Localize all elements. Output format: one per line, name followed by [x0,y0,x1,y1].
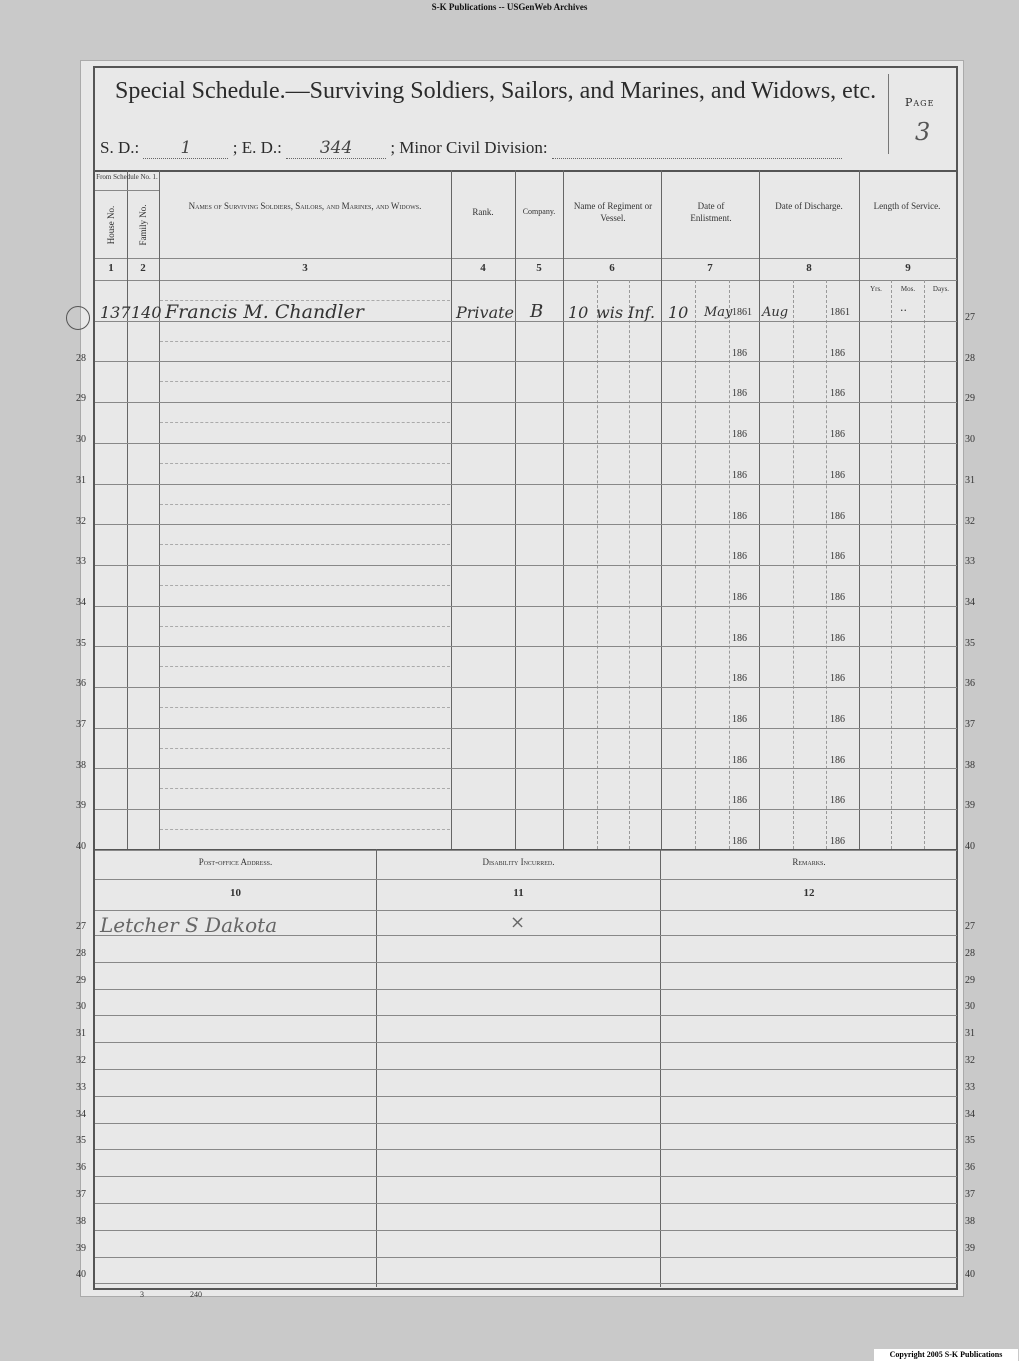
year-prefix: 186 [732,754,747,766]
district-line [100,138,842,159]
upper-row-rule [95,524,957,525]
lower-row-rule [95,962,957,963]
colnum-bottom-rule [95,280,957,281]
upper-row-number-left: 37 [76,719,86,730]
year-prefix: 186 [830,347,845,359]
lower-row-number-left: 38 [76,1215,86,1227]
colnum-6: 6 [609,262,615,274]
lower-row-number-right: 40 [965,1269,975,1281]
lower-row-rule [95,1283,957,1284]
lower-header-rule [95,879,957,880]
service-header: Length of Service. [873,201,941,211]
upper-row-number-left: 29 [76,393,86,405]
lower-row-rule [95,1123,957,1124]
entry-house-no: 137 [100,303,131,322]
lower-row-number-right: 35 [965,1135,975,1147]
year-prefix: 186 [732,347,747,359]
archive-header-note: S-K Publications -- USGenWeb Archives [431,2,588,12]
upper-row-number-right: 33 [965,556,975,568]
year-prefix: 186 [830,673,845,685]
name-sub-rule [160,788,450,789]
family-no-header: Family No. [138,204,148,246]
year-prefix: 186 [732,469,747,481]
year-prefix: 186 [830,795,845,807]
colnum-12: 12 [803,887,815,899]
upper-row-rule [95,402,957,403]
upper-row-number-left: 35 [76,637,86,649]
mcd-label: ; Minor Civil Division: [390,138,548,157]
header-bottom-rule [95,258,957,259]
lower-row-number-right: 31 [965,1028,975,1040]
lower-row-rule [95,1203,957,1204]
page-number: 3 [915,118,931,146]
entry-company: B [530,301,544,322]
year-prefix: 186 [830,429,845,441]
lower-row-number-left: 37 [76,1189,86,1200]
enlistment-header: Date of Enlistment. [690,201,732,223]
entry-regiment-number: 10 [568,303,589,322]
upper-row-rule [95,809,957,810]
year-prefix: 186 [732,591,747,603]
colnum-3: 3 [302,262,308,274]
year-prefix: 186 [732,673,747,685]
colnum-2: 2 [140,262,146,274]
discharge-header: Date of Discharge. [775,201,843,211]
upper-row-rule [95,606,957,607]
lower-row-number-right: 36 [965,1162,975,1174]
year-prefix: 186 [830,388,845,400]
lower-row-number-left: 29 [76,974,86,986]
lower-row-number-left: 36 [76,1162,86,1174]
name-sub-rule [160,504,450,505]
year-prefix: 186 [830,714,845,725]
year-prefix: 186 [732,510,747,522]
name-sub-rule [160,585,450,586]
upper-row-number-left: 38 [76,759,86,771]
page-label: Page [905,96,935,109]
upper-row-number-right: 32 [965,515,975,527]
lower-row-rule [95,989,957,990]
entry-address: Letcher S Dakota [100,913,278,937]
lower-row-number-right: 34 [965,1108,975,1120]
lower-row-rule [95,1096,957,1097]
upper-row-rule [95,361,957,362]
entry-discharge-year: 1861 [830,307,850,318]
year-prefix: 186 [732,795,747,807]
colnum-8: 8 [806,262,812,274]
upper-row-number-right: 38 [965,759,975,771]
lower-row-number-right: 37 [965,1189,975,1200]
colnum-7: 7 [707,262,713,274]
name-sub-rule [160,707,450,708]
lower-row-number-left: 34 [76,1108,86,1120]
upper-row-number-left: 34 [76,596,86,608]
lower-row-number-right: 27 [965,921,975,932]
entry-service-mos: ·· [900,304,907,317]
upper-row-number-left: 33 [76,556,86,568]
lower-row-number-left: 30 [76,1001,86,1013]
upper-row-number-left: 32 [76,515,86,527]
lower-row-number-right: 38 [965,1215,975,1227]
address-header: Post-office Address. [198,857,273,867]
entry-regiment-type: Inf. [628,303,656,322]
mos-header: Mos. [900,285,916,293]
name-sub-rule [160,381,450,382]
lower-row-rule [95,1176,957,1177]
sd-value: 1 [143,138,228,159]
upper-row-number-left: 39 [76,800,86,812]
col-divider [660,849,661,1287]
entry-rank: Private [456,303,515,322]
upper-row-number-right: 37 [965,719,975,730]
upper-row-number-right: 35 [965,637,975,649]
upper-row-number-left: 40 [76,841,86,853]
lower-row-rule [95,1042,957,1043]
upper-row-number-right: 40 [965,841,975,853]
entry-family-no: 140 [131,303,162,322]
colnum-4: 4 [480,262,486,274]
lower-row-number-right: 29 [965,974,975,986]
year-prefix: 186 [732,551,747,563]
lower-row-rule [95,1149,957,1150]
entry-regiment-state: wis [596,303,624,322]
colnum-1: 1 [108,262,114,274]
ed-value: 344 [286,138,386,159]
entry-enlist-year: 1861 [732,307,752,318]
year-prefix: 186 [830,836,845,848]
lower-row-number-left: 35 [76,1135,86,1147]
entry-enlist-day: 10 [668,303,689,322]
remarks-header: Remarks. [792,857,826,867]
from-schedule-header: From Schedule No. 1. [96,173,158,181]
lower-row-number-left: 33 [76,1081,86,1093]
entry-disability: × [510,912,526,933]
from-schedule-rule [95,190,159,191]
sd-label: S. D.: [100,138,140,157]
upper-row-number-left: 31 [76,474,86,486]
upper-row-number-left: 36 [76,678,86,690]
name-sub-rule [160,341,450,342]
lower-colnum-rule [95,910,957,911]
year-prefix: 186 [732,714,747,725]
lower-row-number-right: 39 [965,1242,975,1254]
upper-row-rule [95,646,957,647]
schedule-title: Special Schedule.—Surviving Soldiers, Sailors, and Marines, and Widows, etc. [115,78,877,104]
lower-row-number-left: 39 [76,1242,86,1254]
year-prefix: 186 [830,510,845,522]
upper-row-rule [95,565,957,566]
year-prefix: 186 [732,632,747,644]
year-prefix: 186 [830,469,845,481]
name-sub-rule [160,626,450,627]
upper-row-number-right: 28 [965,352,975,364]
names-header: Names of Surviving Soldiers, Sailors, and Marines, and Widows. [188,201,422,211]
lower-row-rule [95,1230,957,1231]
entry-name: Francis M. Chandler [165,301,364,323]
colnum-5: 5 [536,262,542,274]
name-sub-rule [160,422,450,423]
disability-header: Disability Incurred. [482,857,555,867]
entry-enlist-month: May [704,305,733,320]
lower-row-number-left: 27 [76,921,86,932]
colnum-11: 11 [513,887,524,899]
ed-label: ; E. D.: [232,138,282,157]
year-prefix: 186 [830,632,845,644]
rank-header: Rank. [472,207,494,217]
line-27-circle [66,306,90,330]
upper-row-rule [95,728,957,729]
yrs-header: Yrs. [870,285,882,293]
copyright-notice: Copyright 2005 S-K Publications [874,1349,1018,1361]
upper-row-number-left: 30 [76,434,86,446]
name-sub-rule [160,666,450,667]
upper-row-number-right: 31 [965,474,975,486]
upper-row-rule [95,687,957,688]
year-prefix: 186 [830,591,845,603]
year-prefix: 186 [732,388,747,400]
upper-row-rule [95,484,957,485]
lower-row-number-left: 32 [76,1055,86,1066]
upper-row-number-right: 29 [965,393,975,405]
name-sub-rule [160,463,450,464]
col-divider [376,849,377,1287]
sheet-frame [93,66,958,1290]
table-top-rule [95,170,957,172]
entry-discharge-month: Aug [762,305,789,320]
year-prefix: 186 [830,754,845,766]
upper-row-number-right: 34 [965,596,975,608]
lower-row-number-left: 31 [76,1028,86,1040]
colnum-10: 10 [230,887,241,899]
upper-row-rule [95,768,957,769]
company-header: Company. [522,207,556,216]
lower-row-number-right: 28 [965,947,975,959]
upper-row-number-left: 28 [76,352,86,364]
lower-row-rule [95,1257,957,1258]
lower-row-rule [95,1069,957,1070]
upper-row-rule [95,850,957,851]
footer-left: 3 [140,1290,144,1299]
footer-mid: 240 [190,1290,202,1299]
name-sub-rule [160,748,450,749]
colnum-9: 9 [905,262,911,274]
days-header: Days. [932,285,950,293]
regiment-header: Name of Regiment or Vessel. [573,201,653,223]
upper-row-number-right: 39 [965,800,975,812]
lower-row-rule [95,1015,957,1016]
lower-row-number-right: 33 [965,1081,975,1093]
year-prefix: 186 [732,836,747,848]
upper-row-number-right: 30 [965,434,975,446]
name-sub-rule [160,829,450,830]
lower-row-number-right: 30 [965,1001,975,1013]
year-prefix: 186 [732,429,747,441]
name-sub-rule [160,544,450,545]
lower-row-number-left: 28 [76,947,86,959]
upper-row-number-right: 36 [965,678,975,690]
lower-row-number-right: 32 [965,1055,975,1066]
upper-row-rule [95,443,957,444]
year-prefix: 186 [830,551,845,563]
upper-row-number-right: 27 [965,312,975,323]
house-no-header: House No. [106,205,116,245]
lower-row-number-left: 40 [76,1269,86,1281]
